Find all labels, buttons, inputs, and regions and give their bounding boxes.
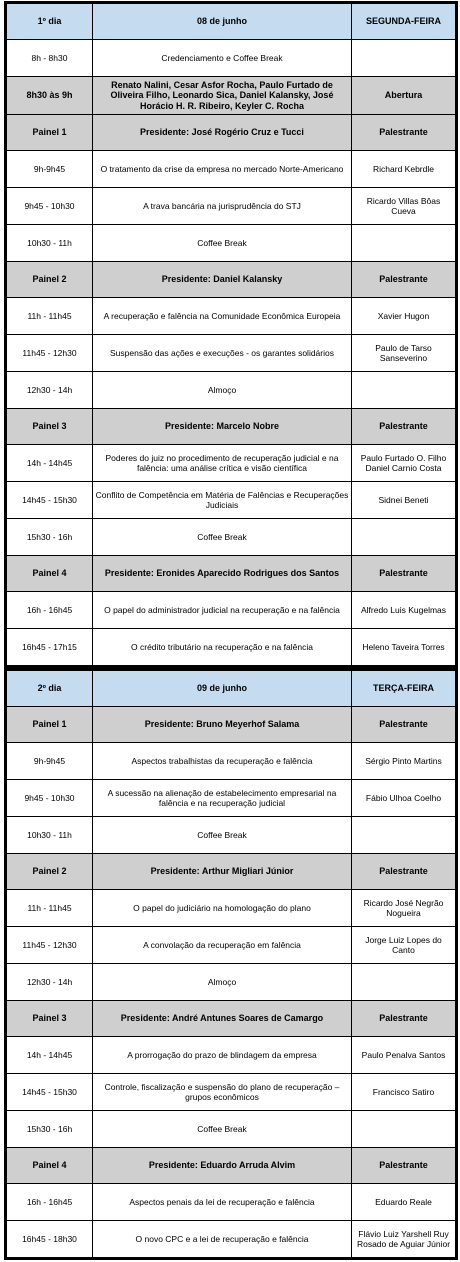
day1-schedule-table — [4, 1, 458, 668]
time-slot: 8h30 às 9h — [7, 77, 93, 115]
schedule-row — [7, 1037, 456, 1074]
schedule-row — [7, 298, 456, 335]
panel-label: Painel 3 — [7, 409, 93, 445]
schedule-row — [7, 1111, 456, 1148]
schedule-row — [7, 335, 456, 372]
time-slot: 16h - 16h45 — [7, 1184, 93, 1221]
speaker-name: Paulo Furtado O. Filho Daniel Carnio Costa — [352, 445, 456, 482]
schedule-row — [7, 1184, 456, 1221]
date-label: 08 de junho — [93, 4, 352, 40]
panel-president: Presidente: Eronides Aparecido Rodrigues dos Santos — [93, 556, 352, 592]
session-topic: Coffee Break — [93, 1111, 352, 1148]
time-slot: 10h30 - 11h — [7, 225, 93, 262]
speaker-name: Paulo Penalva Santos — [352, 1037, 456, 1074]
schedule-row — [7, 519, 456, 556]
time-slot: 15h30 - 16h — [7, 1111, 93, 1148]
panel-label: Painel 1 — [7, 115, 93, 151]
panel-header-row — [7, 1001, 456, 1037]
panel-president: Presidente: Eduardo Arruda Alvim — [93, 1148, 352, 1184]
session-topic: Coffee Break — [93, 225, 352, 262]
panel-label: Painel 1 — [7, 707, 93, 743]
day2-header-row — [7, 671, 456, 707]
speaker-name: Sérgio Pinto Martins — [352, 743, 456, 780]
schedule-row — [7, 372, 456, 409]
panel-president: Presidente: Bruno Meyerhof Salama — [93, 707, 352, 743]
panel-president: Presidente: José Rogério Cruz e Tucci — [93, 115, 352, 151]
time-slot: 9h45 - 10h30 — [7, 780, 93, 817]
time-slot: 9h45 - 10h30 — [7, 188, 93, 225]
panel-president: Presidente: Daniel Kalansky — [93, 262, 352, 298]
session-topic: Aspectos penais da lei de recuperação e falência — [93, 1184, 352, 1221]
time-slot: 11h - 11h45 — [7, 890, 93, 927]
panel-label: Painel 2 — [7, 854, 93, 890]
panel-label: Painel 4 — [7, 1148, 93, 1184]
weekday-label: SEGUNDA-FEIRA — [352, 4, 456, 40]
speaker-name — [352, 817, 456, 854]
day-label: 2º dia — [7, 671, 93, 707]
time-slot: 8h - 8h30 — [7, 40, 93, 77]
day1-header-row — [7, 4, 456, 40]
panel-header-row — [7, 115, 456, 151]
schedule-row — [7, 482, 456, 519]
speaker-name: Alfredo Luis Kugelmas — [352, 592, 456, 629]
speaker-column-label: Palestrante — [352, 409, 456, 445]
speaker-column-label: Palestrante — [352, 1148, 456, 1184]
time-slot: 14h - 14h45 — [7, 1037, 93, 1074]
schedule-row — [7, 927, 456, 964]
time-slot: 12h30 - 14h — [7, 372, 93, 409]
time-slot: 14h45 - 15h30 — [7, 1074, 93, 1111]
session-topic: Coffee Break — [93, 519, 352, 556]
schedule-row — [7, 964, 456, 1001]
time-slot: 9h-9h45 — [7, 151, 93, 188]
speaker-column-label: Palestrante — [352, 1001, 456, 1037]
session-topic: Almoço — [93, 372, 352, 409]
session-topic: Coffee Break — [93, 817, 352, 854]
panel-header-row — [7, 262, 456, 298]
session-topic: O papel do administrador judicial na recuperação e na falência — [93, 592, 352, 629]
schedule-row — [7, 151, 456, 188]
session-topic: Controle, fiscalização e suspensão do plano de recuperação – grupos econômicos — [93, 1074, 352, 1111]
schedule-row — [7, 1074, 456, 1111]
time-slot: 9h-9h45 — [7, 743, 93, 780]
time-slot: 12h30 - 14h — [7, 964, 93, 1001]
session-topic: Credenciamento e Coffee Break — [93, 40, 352, 77]
panel-header-row — [7, 409, 456, 445]
day2-table-body — [7, 671, 456, 1258]
time-slot: 11h45 - 12h30 — [7, 335, 93, 372]
time-slot: 11h45 - 12h30 — [7, 927, 93, 964]
time-slot: 10h30 - 11h — [7, 817, 93, 854]
session-topic: A recuperação e falência na Comunidade Econômica Europeia — [93, 298, 352, 335]
speaker-column-label: Palestrante — [352, 707, 456, 743]
schedule-row — [7, 225, 456, 262]
panel-label: Painel 3 — [7, 1001, 93, 1037]
speaker-column-label: Palestrante — [352, 854, 456, 890]
schedule-row — [7, 188, 456, 225]
speaker-name — [352, 964, 456, 1001]
schedule-row — [7, 1221, 456, 1258]
session-topic: A trava bancária na jurisprudência do STJ — [93, 188, 352, 225]
schedule-row — [7, 629, 456, 666]
time-slot: 16h45 - 17h15 — [7, 629, 93, 666]
weekday-label: TERÇA-FEIRA — [352, 671, 456, 707]
day2-schedule-table — [4, 668, 458, 1260]
panel-president: Presidente: Marcelo Nobre — [93, 409, 352, 445]
speaker-name: Ricardo José Negrão Nogueira — [352, 890, 456, 927]
date-label: 09 de junho — [93, 671, 352, 707]
speaker-column-label: Palestrante — [352, 115, 456, 151]
schedule-row — [7, 817, 456, 854]
session-topic: O novo CPC e a lei de recuperação e falência — [93, 1221, 352, 1258]
speaker-name: Sidnei Beneti — [352, 482, 456, 519]
time-slot: 14h - 14h45 — [7, 445, 93, 482]
speaker-name: Fábio Ulhoa Coelho — [352, 780, 456, 817]
speaker-name: Xavier Hugon — [352, 298, 456, 335]
schedule-row — [7, 40, 456, 77]
session-topic: Almoço — [93, 964, 352, 1001]
panel-header-row — [7, 707, 456, 743]
time-slot: 15h30 - 16h — [7, 519, 93, 556]
session-topic: O papel do judiciário na homologação do plano — [93, 890, 352, 927]
speaker-name: Heleno Taveira Torres — [352, 629, 456, 666]
speaker-name: Francisco Satiro — [352, 1074, 456, 1111]
session-topic: A prorrogação do prazo de blindagem da empresa — [93, 1037, 352, 1074]
panel-header-row — [7, 1148, 456, 1184]
session-topic: A convolação da recuperação em falência — [93, 927, 352, 964]
time-slot: 11h - 11h45 — [7, 298, 93, 335]
speaker-name — [352, 1111, 456, 1148]
schedule-row — [7, 445, 456, 482]
time-slot: 14h45 - 15h30 — [7, 482, 93, 519]
schedule-row — [7, 780, 456, 817]
panel-header-row — [7, 556, 456, 592]
schedule-row — [7, 890, 456, 927]
speaker-name: Ricardo Villas Bôas Cueva — [352, 188, 456, 225]
speaker-name: Abertura — [352, 77, 456, 115]
opening-row — [7, 77, 456, 115]
speaker-name: Paulo de Tarso Sanseverino — [352, 335, 456, 372]
time-slot: 16h45 - 18h30 — [7, 1221, 93, 1258]
schedule-row — [7, 743, 456, 780]
day-label: 1º dia — [7, 4, 93, 40]
panel-president: Presidente: Arthur Migliari Júnior — [93, 854, 352, 890]
session-topic: Conflito de Competência em Matéria de Falências e Recuperações Judiciais — [93, 482, 352, 519]
session-topic: Aspectos trabalhistas da recuperação e falência — [93, 743, 352, 780]
speaker-name: Richard Kebrdle — [352, 151, 456, 188]
speaker-name: Flávio Luiz Yarshell Ruy Rosado de Aguiar Júnior — [352, 1221, 456, 1258]
day1-table-body — [7, 4, 456, 666]
panel-label: Painel 4 — [7, 556, 93, 592]
speaker-column-label: Palestrante — [352, 262, 456, 298]
speaker-name — [352, 519, 456, 556]
session-topic: O crédito tributário na recuperação e na falência — [93, 629, 352, 666]
schedule-row — [7, 592, 456, 629]
panel-header-row — [7, 854, 456, 890]
session-topic: Poderes do juiz no procedimento de recuperação judicial e na falência: uma análise crítica e visão científica — [93, 445, 352, 482]
session-topic: Suspensão das ações e execuções - os garantes solidários — [93, 335, 352, 372]
speaker-name: Eduardo Reale — [352, 1184, 456, 1221]
speaker-name — [352, 372, 456, 409]
panel-president: Presidente: André Antunes Soares de Camargo — [93, 1001, 352, 1037]
session-topic: A sucessão na alienação de estabelecimento empresarial na falência e na recuperação judicial — [93, 780, 352, 817]
session-topic: O tratamento da crise da empresa no mercado Norte-Americano — [93, 151, 352, 188]
speaker-name — [352, 40, 456, 77]
time-slot: 16h - 16h45 — [7, 592, 93, 629]
speaker-column-label: Palestrante — [352, 556, 456, 592]
speaker-name: Jorge Luiz Lopes do Canto — [352, 927, 456, 964]
speaker-name — [352, 225, 456, 262]
opening-names: Renato Nalini, Cesar Asfor Rocha, Paulo Furtado de Oliveira Filho, Leonardo Sica, Daniel Kalansky, José Horácio H. R. Ribeiro, Keyler C. Rocha — [93, 77, 352, 115]
panel-label: Painel 2 — [7, 262, 93, 298]
